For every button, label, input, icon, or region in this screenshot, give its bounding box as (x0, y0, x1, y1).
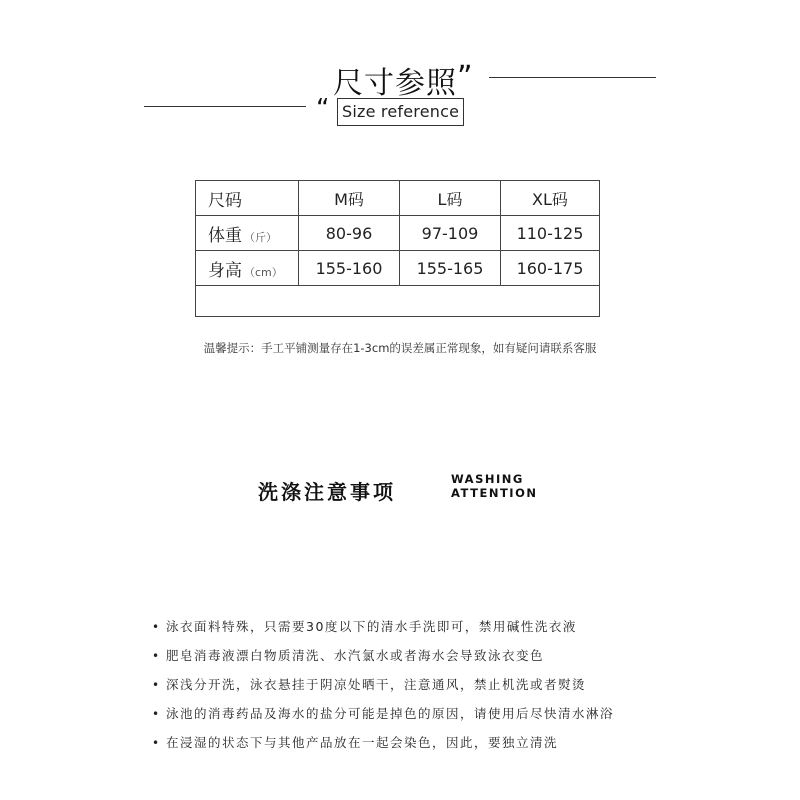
care-item-text: 在浸湿的状态下与其他产品放在一起会染色，因此，要独立清洗 (166, 735, 559, 750)
header-divider-left (144, 106, 306, 107)
size-reference-title: 尺寸参照 (333, 66, 457, 101)
weight-xl: 110-125 (501, 216, 600, 251)
weight-label: 体重 (208, 225, 242, 246)
height-m: 155-160 (299, 251, 400, 286)
table-row-weight (196, 216, 600, 251)
care-instructions-list (152, 617, 614, 762)
table-header-l: L码 (400, 181, 501, 216)
list-item (152, 704, 614, 733)
size-table (195, 180, 600, 317)
bullet-icon: • (152, 736, 161, 750)
measurement-note: 温馨提示：手工平铺测量存在1-3cm的误差属正常现象，如有疑问请联系客服 (203, 341, 597, 355)
row-label-weight (196, 216, 299, 251)
height-label: 身高 (208, 260, 242, 281)
weight-l: 97-109 (400, 216, 501, 251)
table-header-m: M码 (299, 181, 400, 216)
list-item (152, 646, 614, 675)
closing-quote-mark: ” (457, 60, 473, 95)
table-row-empty (196, 286, 600, 317)
washing-title-en-line2: ATTENTION (451, 486, 538, 500)
header-divider-right (489, 77, 656, 78)
care-item-text: 泳池的消毒药品及海水的盐分可能是掉色的原因，请使用后尽快清水淋浴 (166, 706, 615, 721)
bullet-icon: • (152, 649, 161, 663)
list-item (152, 675, 614, 704)
table-header-size: 尺码 (196, 181, 299, 216)
washing-title-en-line1: WASHING (451, 472, 524, 486)
care-item-text: 肥皂消毒液漂白物质清洗、水汽氯水或者海水会导致泳衣变色 (166, 648, 545, 663)
weight-unit: （斤） (244, 230, 277, 244)
care-item-text: 深浅分开洗，泳衣悬挂于阴凉处晒干，注意通风，禁止机洗或者熨烫 (166, 677, 587, 692)
table-header-row (196, 181, 600, 216)
list-item (152, 733, 614, 762)
bullet-icon: • (152, 620, 161, 634)
washing-title-cn: 洗涤注意事项 (258, 480, 396, 504)
row-label-height (196, 251, 299, 286)
empty-cell (196, 286, 600, 317)
washing-title-en (451, 472, 537, 500)
opening-quote-mark: “ (316, 94, 330, 124)
list-item (152, 617, 614, 646)
care-item-text: 泳衣面料特殊，只需要30度以下的清水手洗即可，禁用碱性洗衣液 (166, 619, 577, 634)
bullet-icon: • (152, 678, 161, 692)
height-xl: 160-175 (501, 251, 600, 286)
table-header-xl: XL码 (501, 181, 600, 216)
height-unit: （cm） (244, 265, 283, 279)
weight-m: 80-96 (299, 216, 400, 251)
height-l: 155-165 (400, 251, 501, 286)
bullet-icon: • (152, 707, 161, 721)
size-reference-subtitle: Size reference (337, 98, 464, 126)
table-row-height (196, 251, 600, 286)
